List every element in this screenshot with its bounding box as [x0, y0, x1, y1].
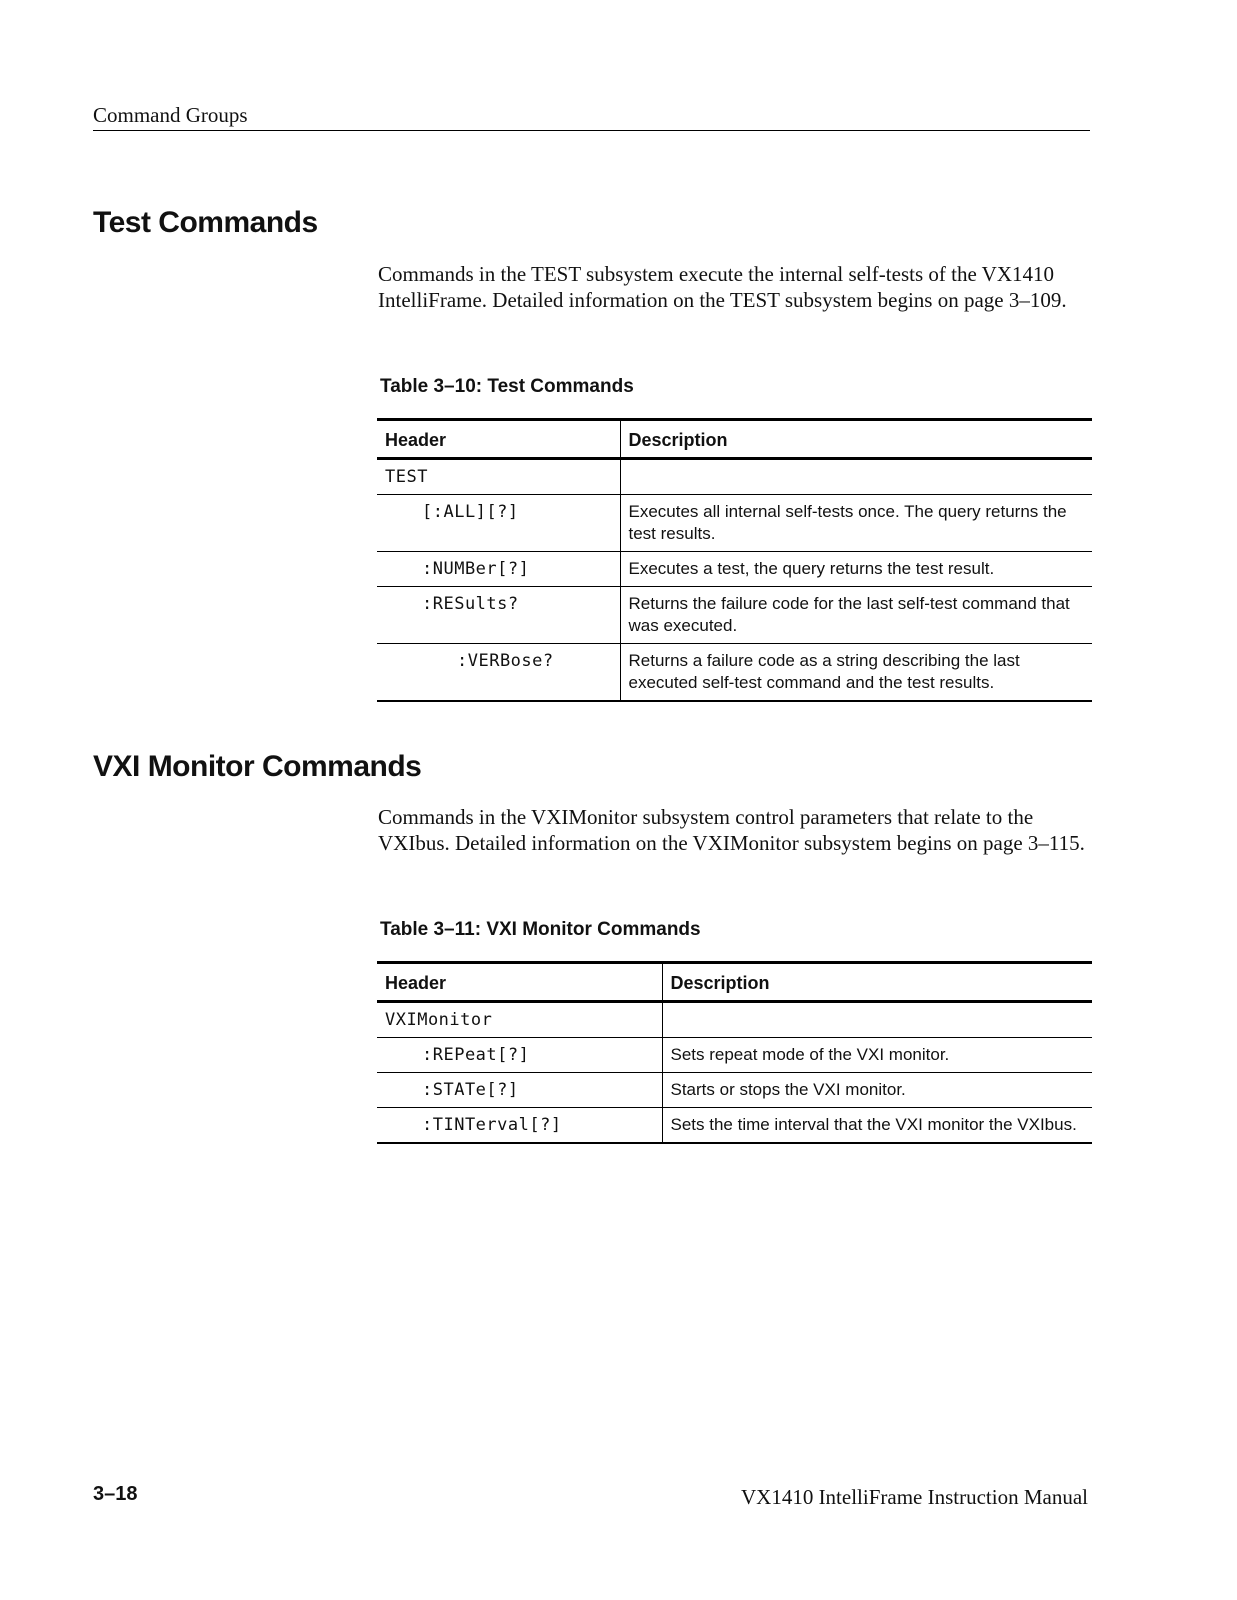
command-header-cell: VXIMonitor — [377, 1002, 662, 1038]
command-header-cell: :RESults? — [377, 587, 620, 644]
table-header-row — [377, 963, 1092, 1002]
column-header: Description — [620, 420, 1092, 459]
command-description-cell: Executes a test, the query returns the test result. — [620, 552, 1092, 587]
vxi-monitor-commands-table — [377, 961, 1092, 1144]
command-header-cell: :STATe[?] — [377, 1073, 662, 1108]
table-row — [377, 1073, 1092, 1108]
table-row — [377, 459, 1092, 495]
command-header-cell: [:ALL][?] — [377, 495, 620, 552]
command-description-cell — [662, 1002, 1092, 1038]
command-description-cell: Sets the time interval that the VXI monitor the VXIbus. — [662, 1108, 1092, 1144]
table-row — [377, 587, 1092, 644]
section-title-test-commands: Test Commands — [93, 206, 318, 239]
table-row — [377, 495, 1092, 552]
table-caption-test: Table 3–10: Test Commands — [380, 376, 634, 397]
table-row — [377, 552, 1092, 587]
command-description-cell — [620, 459, 1092, 495]
footer-page-number: 3–18 — [93, 1483, 138, 1505]
command-header-cell: :NUMBer[?] — [377, 552, 620, 587]
command-description-cell: Executes all internal self-tests once. The query returns the test results. — [620, 495, 1092, 552]
table-row — [377, 1002, 1092, 1038]
command-header-cell: TEST — [377, 459, 620, 495]
table-row — [377, 644, 1092, 702]
section-paragraph-test: Commands in the TEST subsystem execute the internal self-tests of the VX1410 IntelliFrame. Detailed information on the TEST subsystem begins on page 3–109. — [378, 262, 1067, 312]
section-title-vxi-monitor-commands: VXI Monitor Commands — [93, 750, 422, 783]
table-row — [377, 1108, 1092, 1144]
column-header: Description — [662, 963, 1092, 1002]
table-header-row — [377, 420, 1092, 459]
test-commands-table — [377, 418, 1092, 702]
command-header-cell: :VERBose? — [377, 644, 620, 702]
command-description-cell: Sets repeat mode of the VXI monitor. — [662, 1038, 1092, 1073]
table-caption-vxi-monitor: Table 3–11: VXI Monitor Commands — [380, 919, 701, 940]
column-header: Header — [377, 420, 620, 459]
column-header: Header — [377, 963, 662, 1002]
header-rule — [93, 130, 1090, 131]
command-header-cell: :REPeat[?] — [377, 1038, 662, 1073]
command-description-cell: Returns the failure code for the last self-test command that was executed. — [620, 587, 1092, 644]
running-header: Command Groups — [93, 103, 248, 127]
table-row — [377, 1038, 1092, 1073]
command-header-cell: :TINTerval[?] — [377, 1108, 662, 1144]
section-paragraph-vxi-monitor: Commands in the VXIMonitor subsystem control parameters that relate to the VXIbus. Detailed information on the VXIMonitor subsystem begins on page 3–115. — [378, 805, 1085, 855]
command-description-cell: Returns a failure code as a string describing the last executed self-test command and the test results. — [620, 644, 1092, 702]
footer-manual-title: VX1410 IntelliFrame Instruction Manual — [740, 1485, 1088, 1509]
command-description-cell: Starts or stops the VXI monitor. — [662, 1073, 1092, 1108]
